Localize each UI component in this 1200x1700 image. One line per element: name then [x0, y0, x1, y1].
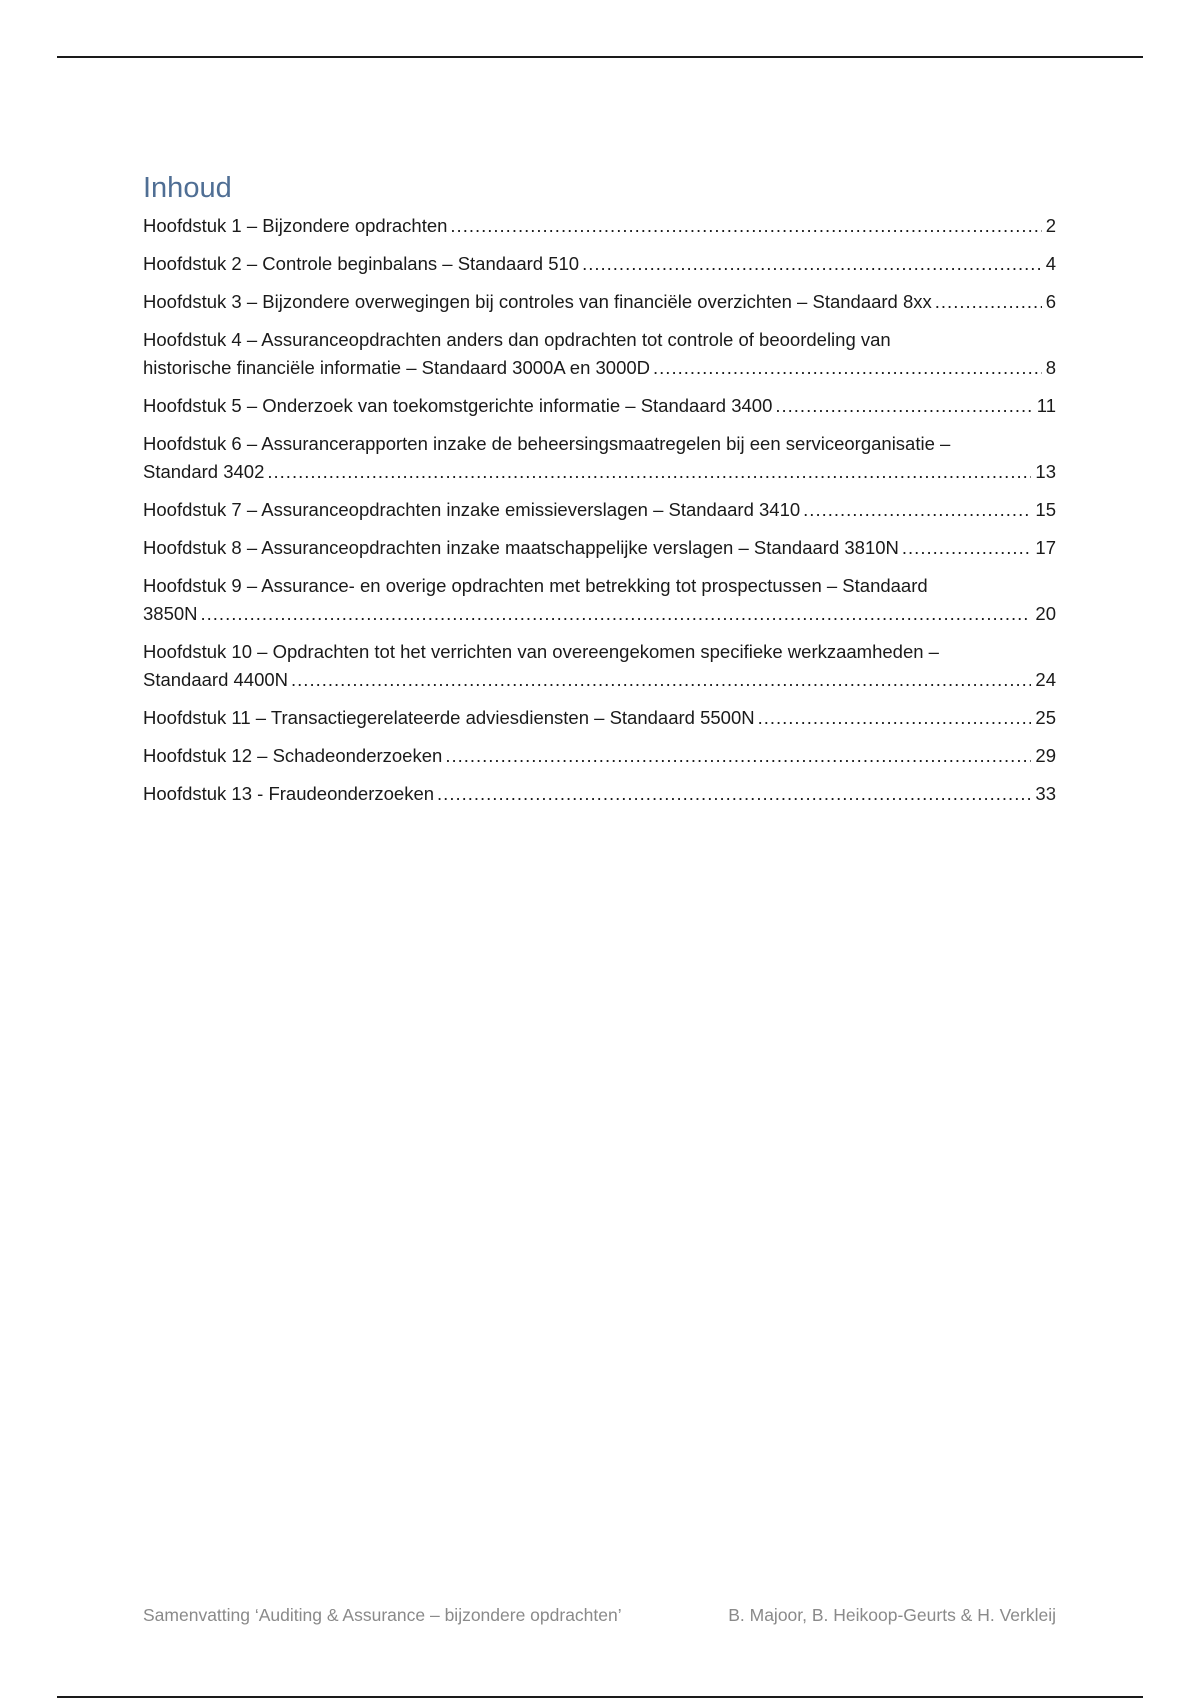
toc-entry[interactable] [143, 638, 1056, 694]
toc-entry-text: Hoofdstuk 4 – Assuranceopdrachten anders dan opdrachten tot controle of beoordeling van [143, 329, 891, 350]
toc-entry-row [143, 742, 1056, 770]
toc-entry[interactable] [143, 780, 1056, 808]
toc-entry-text: Hoofdstuk 11 – Transactiegerelateerde adviesdiensten – Standaard 5500N [143, 707, 755, 728]
toc-entry[interactable] [143, 326, 1056, 382]
table-of-contents [143, 168, 1056, 818]
toc-dot-leader [653, 354, 1042, 382]
toc-page-number: 13 [1035, 461, 1056, 482]
toc-dot-leader [291, 666, 1031, 694]
header-rule [57, 56, 1143, 58]
toc-dot-leader [267, 458, 1031, 486]
toc-entry-row [143, 392, 1056, 420]
toc-entry[interactable] [143, 212, 1056, 240]
toc-entry-row [143, 250, 1056, 278]
toc-dot-leader [775, 392, 1032, 420]
toc-entry-text: Hoofdstuk 3 – Bijzondere overwegingen bij controles van financiële overzichten – Standaard 8xx [143, 291, 932, 312]
toc-entry[interactable] [143, 572, 1056, 628]
page-footer [143, 1605, 1056, 1626]
toc-dot-leader [935, 288, 1042, 316]
toc-dot-leader [450, 212, 1041, 240]
toc-entry-row [143, 600, 1056, 628]
footer-document-title: Samenvatting ‘Auditing & Assurance – bijzondere opdrachten’ [143, 1605, 622, 1625]
toc-entry-text: Hoofdstuk 7 – Assuranceopdrachten inzake emissieverslagen – Standaard 3410 [143, 499, 801, 520]
toc-page-number: 11 [1036, 395, 1056, 416]
toc-page-number: 20 [1035, 603, 1056, 624]
toc-entry[interactable] [143, 288, 1056, 316]
toc-dot-leader [445, 742, 1031, 770]
toc-page-number: 2 [1045, 215, 1056, 236]
toc-entry-row [143, 288, 1056, 316]
toc-entry[interactable] [143, 704, 1056, 732]
toc-entry-row [143, 534, 1056, 562]
toc-entry-text: Hoofdstuk 13 - Fraudeonderzoeken [143, 783, 435, 804]
toc-entry-text: Hoofdstuk 2 – Controle beginbalans – Standaard 510 [143, 253, 580, 274]
toc-entry-row [143, 458, 1056, 486]
toc-entry-row [143, 212, 1056, 240]
toc-dot-leader [437, 780, 1031, 808]
toc-dot-leader [582, 250, 1042, 278]
toc-entry-text: Hoofdstuk 12 – Schadeonderzoeken [143, 745, 443, 766]
toc-entry[interactable] [143, 496, 1056, 524]
toc-entry-text: Hoofdstuk 6 – Assurancerapporten inzake de beheersingsmaatregelen bij een serviceorganisatie – [143, 433, 951, 454]
toc-title: Inhoud [143, 172, 232, 204]
toc-entry-text: Hoofdstuk 8 – Assuranceopdrachten inzake maatschappelijke verslagen – Standaard 3810N [143, 537, 899, 558]
toc-dot-leader [803, 496, 1031, 524]
toc-page-number: 17 [1035, 537, 1056, 558]
toc-dot-leader [902, 534, 1032, 562]
toc-entry-text: historische financiële informatie – Standaard 3000A en 3000D [143, 357, 651, 378]
toc-entry-row [143, 666, 1056, 694]
toc-dot-leader [758, 704, 1032, 732]
toc-entry[interactable] [143, 250, 1056, 278]
toc-entry-text: Standard 3402 [143, 461, 265, 482]
toc-entry-row [143, 780, 1056, 808]
footer-rule [57, 1696, 1143, 1698]
toc-entry-text: Hoofdstuk 9 – Assurance- en overige opdrachten met betrekking tot prospectussen – Standaard [143, 575, 928, 596]
toc-entry-row [143, 704, 1056, 732]
toc-page-number: 6 [1045, 291, 1056, 312]
toc-dot-leader [201, 600, 1032, 628]
toc-page-number: 8 [1045, 357, 1056, 378]
toc-page-number: 29 [1035, 745, 1056, 766]
toc-entry-text: Hoofdstuk 1 – Bijzondere opdrachten [143, 215, 448, 236]
toc-entry-row [143, 354, 1056, 382]
toc-entry[interactable] [143, 430, 1056, 486]
toc-entry[interactable] [143, 392, 1056, 420]
toc-entry-text: Standaard 4400N [143, 669, 289, 690]
toc-list [143, 212, 1056, 808]
toc-entry[interactable] [143, 742, 1056, 770]
toc-page-number: 15 [1035, 499, 1056, 520]
toc-entry-text: 3850N [143, 603, 198, 624]
toc-page-number: 25 [1035, 707, 1056, 728]
toc-page-number: 33 [1035, 783, 1056, 804]
toc-entry-text: Hoofdstuk 10 – Opdrachten tot het verrichten van overeengekomen specifieke werkzaamheden – [143, 641, 939, 662]
toc-entry-row [143, 496, 1056, 524]
toc-entry[interactable] [143, 534, 1056, 562]
footer-authors: B. Majoor, B. Heikoop-Geurts & H. Verkleij [728, 1605, 1056, 1625]
toc-page-number: 4 [1045, 253, 1056, 274]
toc-page-number: 24 [1035, 669, 1056, 690]
toc-entry-text: Hoofdstuk 5 – Onderzoek van toekomstgerichte informatie – Standaard 3400 [143, 395, 773, 416]
